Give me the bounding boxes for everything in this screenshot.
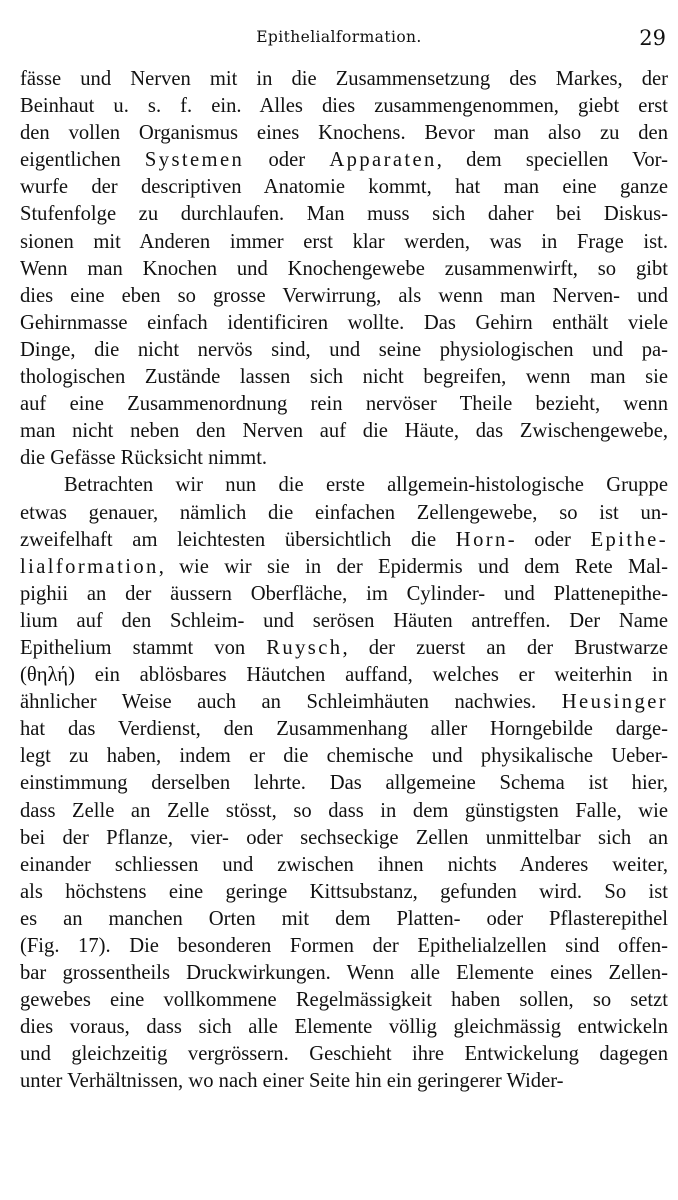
text-line bbox=[20, 635, 668, 662]
text-line bbox=[20, 608, 668, 635]
text-line bbox=[20, 770, 668, 797]
text-line bbox=[20, 960, 668, 987]
text-segment: thologischen Zustände lassen sich nicht begreifen, wenn man sie bbox=[20, 366, 668, 389]
text-segment: den vollen Organismus eines Knochens. Bevor man also zu den bbox=[20, 122, 668, 145]
text-segment: , der zuerst an der Brustwarze bbox=[342, 636, 668, 659]
text-segment: dass Zelle an Zelle stösst, so dass in dem günstigsten Falle, wie bbox=[20, 799, 668, 822]
text-segment: gewebes eine vollkommene Regelmässigkeit haben sollen, so setzt bbox=[20, 989, 668, 1012]
spaced-emphasis: Systemen bbox=[144, 149, 245, 172]
text-segment: Epithelium stammt von bbox=[20, 636, 267, 659]
text-line bbox=[20, 987, 668, 1014]
text-segment: man nicht neben den Nerven auf die Häute, das Zwischengewebe, bbox=[20, 420, 668, 443]
text-line bbox=[20, 174, 668, 201]
paragraph bbox=[20, 472, 668, 1095]
text-line bbox=[20, 66, 668, 93]
spaced-emphasis: Apparaten bbox=[329, 149, 437, 172]
spaced-emphasis: Heusinger bbox=[561, 691, 668, 714]
text-segment: hat das Verdienst, den Zusammenhang aller Horngebilde darge- bbox=[20, 718, 668, 741]
text-segment: (Fig. 17). Die besonderen Formen der Epithelialzellen sind offen- bbox=[20, 935, 668, 957]
text-line bbox=[20, 472, 668, 499]
text-segment: lium auf den Schleim- und serösen Häuten antreffen. Der Name bbox=[20, 609, 668, 632]
text-segment: (θηλή) ein ablösbares Häutchen auffand, welches er weiterhin in bbox=[20, 664, 668, 687]
text-segment: bei der Pflanze, vier- oder sechseckige Zellen unmittelbar sich an bbox=[20, 826, 668, 849]
text-segment: legt zu haben, indem er die chemische und physikalische Ueber- bbox=[20, 745, 668, 768]
text-line bbox=[20, 229, 668, 256]
text-segment: pighii an der äussern Oberfläche, im Cylinder- und Plattenepithe- bbox=[20, 582, 668, 605]
text-segment: Gehirnmasse einfach identificiren wollte. Das Gehirn enthält viele bbox=[20, 311, 668, 334]
running-title: Epithelialformation. bbox=[256, 28, 422, 46]
spaced-emphasis: Horn bbox=[455, 528, 508, 551]
text-line bbox=[20, 906, 668, 933]
text-line bbox=[20, 581, 668, 608]
text-segment: fässe und Nerven mit in die Zusammensetzung des Markes, der bbox=[20, 68, 668, 90]
body-text bbox=[20, 66, 668, 1096]
text-segment: als höchstens eine geringe Kittsubstanz, gefunden wird. So ist bbox=[20, 880, 668, 903]
text-line bbox=[20, 120, 668, 147]
text-segment: etwas genauer, nämlich die einfachen Zellengewebe, so ist un- bbox=[20, 501, 668, 524]
text-line bbox=[20, 201, 668, 228]
text-segment: eigentlichen bbox=[20, 149, 145, 172]
text-line bbox=[20, 662, 668, 689]
text-line bbox=[20, 391, 668, 418]
text-line bbox=[20, 283, 668, 310]
text-segment: Beinhaut u. s. f. ein. Alles dies zusammengenommen, giebt erst bbox=[20, 95, 668, 118]
text-line bbox=[20, 743, 668, 770]
text-segment: einstimmung derselben lehrte. Das allgemeine Schema ist hier, bbox=[20, 772, 668, 795]
text-line bbox=[20, 879, 668, 906]
text-line bbox=[20, 500, 668, 527]
text-line bbox=[20, 310, 668, 337]
text-segment: es an manchen Orten mit dem Platten- oder Pflasterepithel bbox=[20, 907, 668, 930]
text-segment: , dem speciellen Vor- bbox=[436, 149, 668, 172]
spaced-emphasis: Epithe- bbox=[590, 528, 668, 551]
text-segment: - oder bbox=[507, 528, 591, 551]
text-segment: ähnlicher Weise auch an Schleimhäuten nachwies. bbox=[20, 691, 562, 714]
text-segment: zweifelhaft am leichtesten übersichtlich die bbox=[20, 528, 456, 551]
text-line bbox=[20, 798, 668, 825]
text-segment: oder bbox=[244, 149, 330, 172]
text-segment: einander schliessen und zwischen ihnen nichts Anderes weiter, bbox=[20, 853, 668, 876]
text-line bbox=[20, 337, 668, 364]
text-segment: dies eine eben so grosse Verwirrung, als wenn man Nerven- und bbox=[20, 284, 668, 307]
text-line bbox=[20, 256, 668, 283]
text-segment: Stufenfolge zu durchlaufen. Man muss sich daher bei Diskus- bbox=[20, 203, 668, 226]
text-segment: sionen mit Anderen immer erst klar werden, was in Frage ist. bbox=[20, 230, 668, 253]
text-line bbox=[20, 825, 668, 852]
text-segment: Betrachten wir nun die erste allgemein-histologische Gruppe bbox=[64, 474, 668, 497]
spaced-emphasis: Ruysch bbox=[266, 636, 343, 659]
text-line bbox=[20, 418, 668, 445]
text-line bbox=[20, 554, 668, 581]
text-segment: , wie wir sie in der Epidermis und dem Rete Mal- bbox=[158, 555, 668, 578]
text-line bbox=[20, 689, 668, 716]
spaced-emphasis: lialformation bbox=[20, 555, 159, 578]
text-segment: die Gefässe Rücksicht nimmt. bbox=[20, 447, 268, 470]
text-line bbox=[20, 716, 668, 743]
text-segment: auf eine Zusammenordnung rein nervöser Theile bezieht, wenn bbox=[20, 393, 668, 416]
text-line bbox=[20, 93, 668, 120]
text-segment: unter Verhältnissen, wo nach einer Seite hin ein geringerer Wider- bbox=[20, 1070, 564, 1093]
text-segment: und gleichzeitig vergrössern. Geschieht ihre Entwickelung dagegen bbox=[20, 1043, 668, 1066]
text-line bbox=[20, 445, 668, 472]
text-line bbox=[20, 147, 668, 174]
text-segment: bar grossentheils Druckwirkungen. Wenn alle Elemente eines Zellen- bbox=[20, 962, 668, 985]
text-line bbox=[20, 1014, 668, 1041]
text-segment: Wenn man Knochen und Knochengewebe zusammenwirft, so gibt bbox=[20, 257, 668, 280]
text-line bbox=[20, 527, 668, 554]
page-number: 29 bbox=[639, 26, 666, 50]
running-head bbox=[0, 26, 678, 52]
text-line bbox=[20, 1041, 668, 1068]
text-line bbox=[20, 852, 668, 879]
text-segment: dies voraus, dass sich alle Elemente völlig gleichmässig entwickeln bbox=[20, 1016, 668, 1039]
text-segment: wurfe der descriptiven Anatomie kommt, hat man eine ganze bbox=[20, 176, 668, 199]
paragraph bbox=[20, 66, 668, 472]
text-line bbox=[20, 933, 668, 960]
text-line bbox=[20, 364, 668, 391]
text-line bbox=[20, 1068, 668, 1095]
text-segment: Dinge, die nicht nervös sind, und seine physiologischen und pa- bbox=[20, 338, 668, 361]
